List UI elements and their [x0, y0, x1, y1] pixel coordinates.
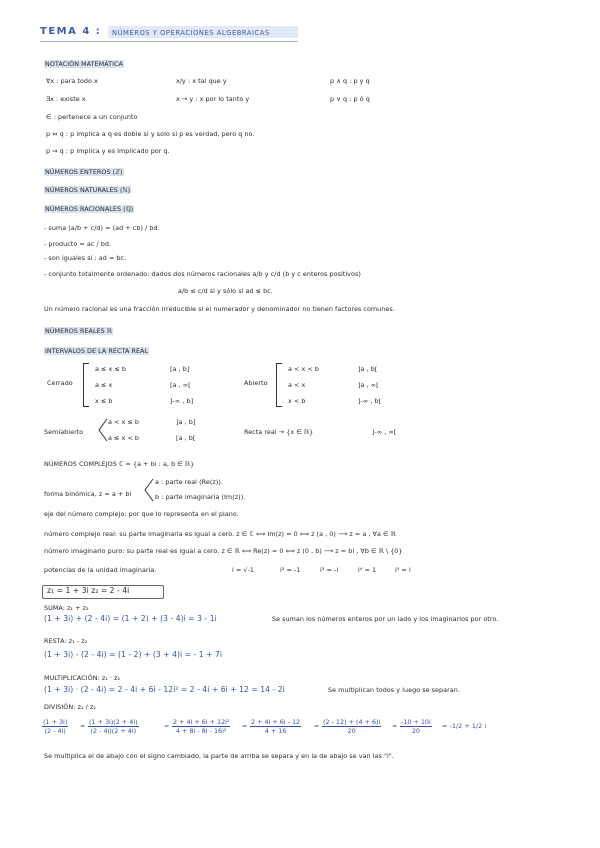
- div-frac-6: [400, 718, 432, 735]
- page-title: TEMA 4 :: [40, 26, 102, 37]
- div-eq-2: =: [164, 722, 170, 730]
- abierto-row-2-cond: a < x: [288, 381, 306, 389]
- resta-expression: (1 + 3i) - (2 - 4i) = (1 - 2) + (3 + 4)i = - 1 + 7i: [44, 650, 223, 659]
- resta-heading: RESTA: z₁ - z₂: [44, 637, 88, 645]
- racionales-orden-cond: a/b ≤ c/d si y sólo si ad ≤ bc.: [178, 287, 273, 295]
- recta-real-label: Recta real → {x ∈ ℝ}: [244, 428, 314, 436]
- div-eq-1: =: [80, 722, 86, 730]
- reales-heading: NÚMEROS REALES ℝ: [45, 327, 112, 335]
- semiabierto-row-1-cond: a < x ≤ b: [108, 418, 140, 426]
- potencia-i3: i³ = -i: [320, 566, 339, 574]
- potencia-i1: i = √-1: [232, 566, 254, 574]
- mult-note: Se multiplican todos y luego se separan.: [328, 686, 460, 694]
- abierto-label: Abierto: [244, 379, 268, 387]
- div-frac-4-num: 2 + 4i + 6i - 12: [251, 718, 301, 726]
- racionales-iguales: - son iguales si : ad = bc.: [44, 254, 127, 262]
- div-frac-3-den: 4 + 8i - 8i - 16i²: [176, 727, 227, 735]
- semiabierto-row-2-cond: a ≤ x < b: [108, 434, 140, 442]
- example-values: z₁ = 1 + 3i z₂ = 2 - 4i: [47, 586, 130, 595]
- cerrado-row-3-cond: x ≤ b: [95, 397, 113, 405]
- div-frac-5: [322, 718, 381, 735]
- div-frac-1: [42, 718, 68, 735]
- div-frac-1-num: (1 + 3i): [43, 718, 68, 726]
- abierto-row-1-int: ]a , b[: [358, 365, 378, 373]
- notacion-row-4: p ⇔ q : p implica a q es doble si y solo si p es verdad, pero q no.: [46, 130, 255, 138]
- notacion-row-2-b: x → y : x por lo tanto y: [176, 95, 250, 103]
- semiabierto-label: Semiabierto: [44, 428, 84, 436]
- div-frac-4-den: 4 + 16: [264, 727, 287, 735]
- abierto-row-3-int: ]-∞ , b[: [358, 397, 382, 405]
- notacion-row-5: p ⇒ q : p implica y es implicado por q.: [46, 147, 170, 155]
- potencia-i4: i⁴ = 1: [358, 566, 377, 574]
- recta-real-interval: ]-∞ , ∞[: [372, 428, 397, 436]
- potencias-label: potencias de la unidad imaginaria.: [44, 566, 157, 574]
- cerrado-row-2-cond: a ≤ x: [95, 381, 113, 389]
- title-underline: [40, 41, 298, 42]
- div-result: = -1/2 + 1/2 i: [442, 722, 487, 730]
- abierto-row-1-cond: a < x < b: [288, 365, 320, 373]
- notacion-row-1-c: p ∧ q : p y q: [330, 77, 370, 85]
- div-frac-1-den: (2 - 4i): [44, 727, 66, 735]
- div-frac-3-num: 2 + 4i + 6i + 12i²: [173, 718, 230, 726]
- notacion-row-2-a: ∃x : existe x: [46, 95, 86, 103]
- enteros-heading: NÚMEROS ENTEROS (ℤ): [45, 168, 123, 176]
- notacion-row-1-a: ∀x : para todo x: [46, 77, 98, 85]
- div-frac-2-den: (2 - 4i)(2 + 4i): [90, 727, 137, 735]
- eje-complejo: eje del número complejo: por que lo representa en el plano.: [44, 510, 239, 518]
- notacion-row-1-b: x/y : x tal que y: [176, 77, 227, 85]
- racionales-heading: NÚMEROS RACIONALES (ℚ): [45, 205, 134, 213]
- notacion-row-3: ∈ : pertenece a un conjunto: [46, 113, 138, 121]
- cerrado-row-3-int: ]-∞ , b]: [170, 397, 194, 405]
- racionales-irreducible: Un número racional es una fracción irreducible si el numerador y denominador no tienen factores comunes.: [44, 305, 395, 313]
- potencia-i2: i² = -1: [280, 566, 301, 574]
- div-frac-6-den: 20: [411, 727, 420, 735]
- naturales-heading: NÚMEROS NATURALES (ℕ): [45, 186, 131, 194]
- div-note: Se multiplica el de abajo con el signo cambiado, la parte de arriba se separa y en la de abajo se van las "i".: [44, 752, 394, 760]
- page-subtitle: NÚMEROS Y OPERACIONES ALGEBRAICAS: [112, 29, 270, 37]
- complejo-real: número complejo real: su parte imaginaria es igual a cero. z ∈ ℂ ⟺ Im(z) = 0 ⟺ z (a , 0) ⟶ z = a , ∀a ∈ ℝ: [44, 530, 396, 538]
- suma-heading: SUMA: z₁ + z₂: [44, 604, 89, 612]
- notacion-row-2-c: p ∨ q : p ó q: [330, 95, 370, 103]
- notacion-heading: NOTACIÓN MATEMÁTICA: [45, 60, 123, 68]
- semiabierto-chevron: [98, 418, 108, 442]
- div-eq-3: =: [242, 722, 248, 730]
- racionales-producto: - producto = ac / bd.: [44, 240, 112, 248]
- div-frac-3: [172, 718, 230, 735]
- imaginario-puro: número imaginario puro: su parte real es igual a cero. z ∈ ℝ ⟺ Re(z) = 0 ⟺ z (0 , b) ⟶ z = bi , ∀b ∈ ℝ \ {0}: [44, 547, 403, 555]
- cerrado-row-1-int: [a , b]: [170, 365, 190, 373]
- racionales-suma: - suma (a/b + c/d) = (ad + cb) / bd.: [44, 224, 160, 232]
- div-frac-5-den: 20: [347, 727, 356, 735]
- abierto-bracket: [276, 363, 282, 407]
- mult-heading: MULTIPLICACIÓN: z₁ · z₂: [44, 674, 121, 682]
- semiabierto-row-1-int: ]a , b]: [176, 418, 196, 426]
- cerrado-label: Cerrado: [47, 379, 73, 387]
- div-eq-4: =: [314, 722, 320, 730]
- div-frac-5-num: (2 - 12) + (4 + 6)i: [323, 718, 381, 726]
- abierto-row-2-int: ]a , ∞[: [358, 381, 379, 389]
- potencia-i5: i⁵ = i: [395, 566, 411, 574]
- div-eq-5: =: [392, 722, 398, 730]
- complejos-heading: NÚMEROS COMPLEJOS ℂ = {a + bi : a, b ∈ ℝ}: [44, 460, 195, 468]
- suma-expression: (1 + 3i) + (2 - 4i) = (1 + 2) + (3 - 4)i = 3 - 1i: [44, 614, 217, 623]
- binomica-parte-imaginaria: b : parte imaginaria (Im(z)).: [155, 493, 246, 501]
- semiabierto-row-2-int: [a , b[: [176, 434, 196, 442]
- cerrado-bracket: [83, 363, 89, 407]
- div-frac-6-num: -10 + 10i: [401, 718, 431, 726]
- div-heading: DIVISIÓN: z₁ / z₂: [44, 703, 96, 711]
- mult-expression: (1 + 3i) · (2 - 4i) = 2 - 4i + 6i - 12i² = 2 - 4i + 6i + 12 = 14 - 2i: [44, 685, 285, 694]
- suma-note: Se suman los números enteros por un lado y los imaginarios por otro.: [272, 615, 499, 623]
- cerrado-row-1-cond: a ≤ x ≤ b: [95, 365, 127, 373]
- div-frac-2: [88, 718, 139, 735]
- cerrado-row-2-int: [a , ∞[: [170, 381, 191, 389]
- forma-binomica: forma binómica, z = a + bi: [44, 490, 132, 498]
- abierto-row-3-cond: x < b: [288, 397, 306, 405]
- intervalos-heading: INTERVALOS DE LA RECTA REAL: [45, 347, 149, 355]
- binomica-chevron: [144, 478, 154, 502]
- binomica-parte-real: a : parte real (Re(z)).: [155, 478, 223, 486]
- racionales-orden: - conjunto totalmente ordenado: dados dos números racionales a/b y c/d (b y c enteros positivos): [44, 270, 361, 278]
- div-frac-2-num: (1 + 3i)(2 + 4i): [89, 718, 138, 726]
- div-frac-4: [250, 718, 301, 735]
